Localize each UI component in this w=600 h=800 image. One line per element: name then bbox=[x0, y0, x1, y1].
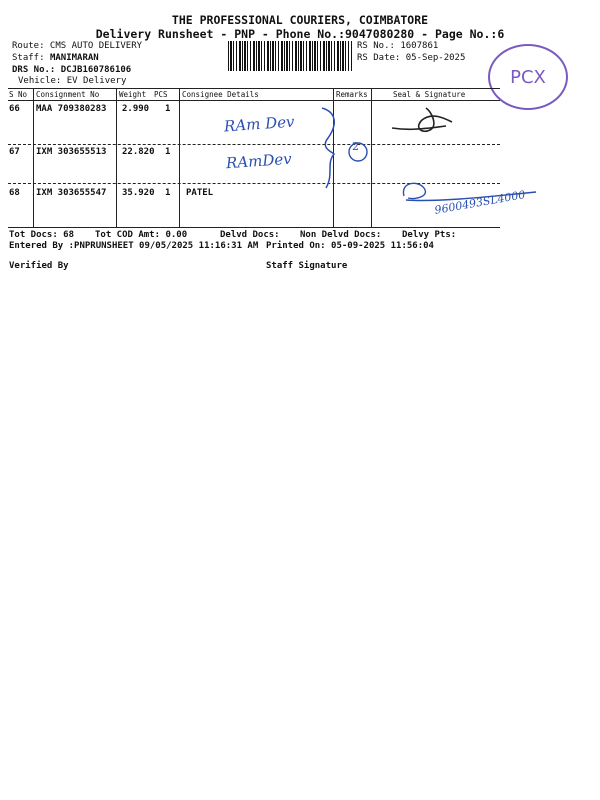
row-consignee: PATEL bbox=[186, 188, 214, 198]
handwritten-name: RAm Dev bbox=[223, 112, 296, 136]
signature-mark bbox=[386, 100, 466, 140]
row-sno: 66 bbox=[9, 104, 20, 114]
row-sno: 67 bbox=[9, 147, 20, 157]
company-title: THE PROFESSIONAL COURIERS, COIMBATORE bbox=[171, 13, 429, 27]
col-divider bbox=[179, 88, 180, 227]
stamp-text: PCX bbox=[510, 66, 546, 88]
delvy-pts: Delvy Pts: bbox=[402, 230, 457, 240]
vehicle-text: Vehicle: EV Delivery bbox=[18, 76, 127, 86]
row-divider bbox=[8, 144, 500, 145]
row-pcs: 1 bbox=[165, 147, 171, 157]
handwritten-number: 9600493SL4000 bbox=[433, 188, 527, 217]
row-weight: 2.990 bbox=[122, 104, 150, 114]
col-divider bbox=[33, 88, 34, 227]
non-delvd-docs: Non Delvd Docs: bbox=[300, 230, 382, 240]
delvd-docs: Delvd Docs: bbox=[220, 230, 280, 240]
handwritten-name: RAmDev bbox=[225, 149, 293, 173]
pcx-stamp bbox=[488, 44, 568, 110]
printed-on: Printed On: 05-09-2025 11:56:04 bbox=[266, 241, 434, 251]
header-remarks: Remarks bbox=[336, 90, 368, 99]
staff-signature: Staff Signature bbox=[266, 261, 348, 271]
row-weight: 35.920 bbox=[122, 188, 155, 198]
rs-date: RS Date: 05-Sep-2025 bbox=[357, 53, 466, 63]
handwritten-bracket bbox=[312, 104, 372, 194]
staff-line bbox=[12, 53, 99, 63]
verified-by: Verified By bbox=[9, 261, 69, 271]
header-consignment: Consignment No bbox=[36, 90, 100, 99]
table-top-border bbox=[8, 88, 500, 89]
rs-number: RS No.: 1607861 bbox=[357, 41, 439, 51]
header-sno: S No bbox=[9, 90, 28, 99]
staff-name: MANIMARAN bbox=[49, 53, 99, 63]
row-pcs: 1 bbox=[165, 104, 171, 114]
tot-docs: Tot Docs: 68 bbox=[9, 230, 75, 240]
tot-cod-amt: Tot COD Amt: 0.00 bbox=[95, 230, 188, 240]
runsheet-subtitle: Delivery Runsheet - PNP - Phone No.:9047080280 - Page No.:6 bbox=[95, 27, 505, 41]
entered-by: Entered By :PNPRUNSHEET 09/05/2025 11:16:31 AM bbox=[9, 241, 259, 251]
row-sno: 68 bbox=[9, 188, 20, 198]
staff-label: Staff: bbox=[12, 53, 50, 63]
circled-number: 2 bbox=[352, 140, 359, 153]
header-pcs: PCS bbox=[154, 90, 168, 99]
row-consignment: MAA 709380283 bbox=[36, 104, 107, 114]
col-divider bbox=[116, 88, 117, 227]
header-seal: Seal & Signature bbox=[393, 90, 466, 99]
table-bottom-border bbox=[8, 227, 500, 228]
drs-number: DRS No.: DCJB160786106 bbox=[12, 65, 132, 75]
row-weight: 22.820 bbox=[122, 147, 155, 157]
header-consignee: Consignee Details bbox=[182, 90, 259, 99]
row-pcs: 1 bbox=[165, 188, 171, 198]
row-consignment: IXM 303655547 bbox=[36, 188, 107, 198]
header-weight: Weight bbox=[119, 90, 147, 99]
route-text: Route: CMS AUTO DELIVERY bbox=[12, 41, 143, 51]
barcode bbox=[228, 41, 352, 71]
row-consignment: IXM 303655513 bbox=[36, 147, 107, 157]
